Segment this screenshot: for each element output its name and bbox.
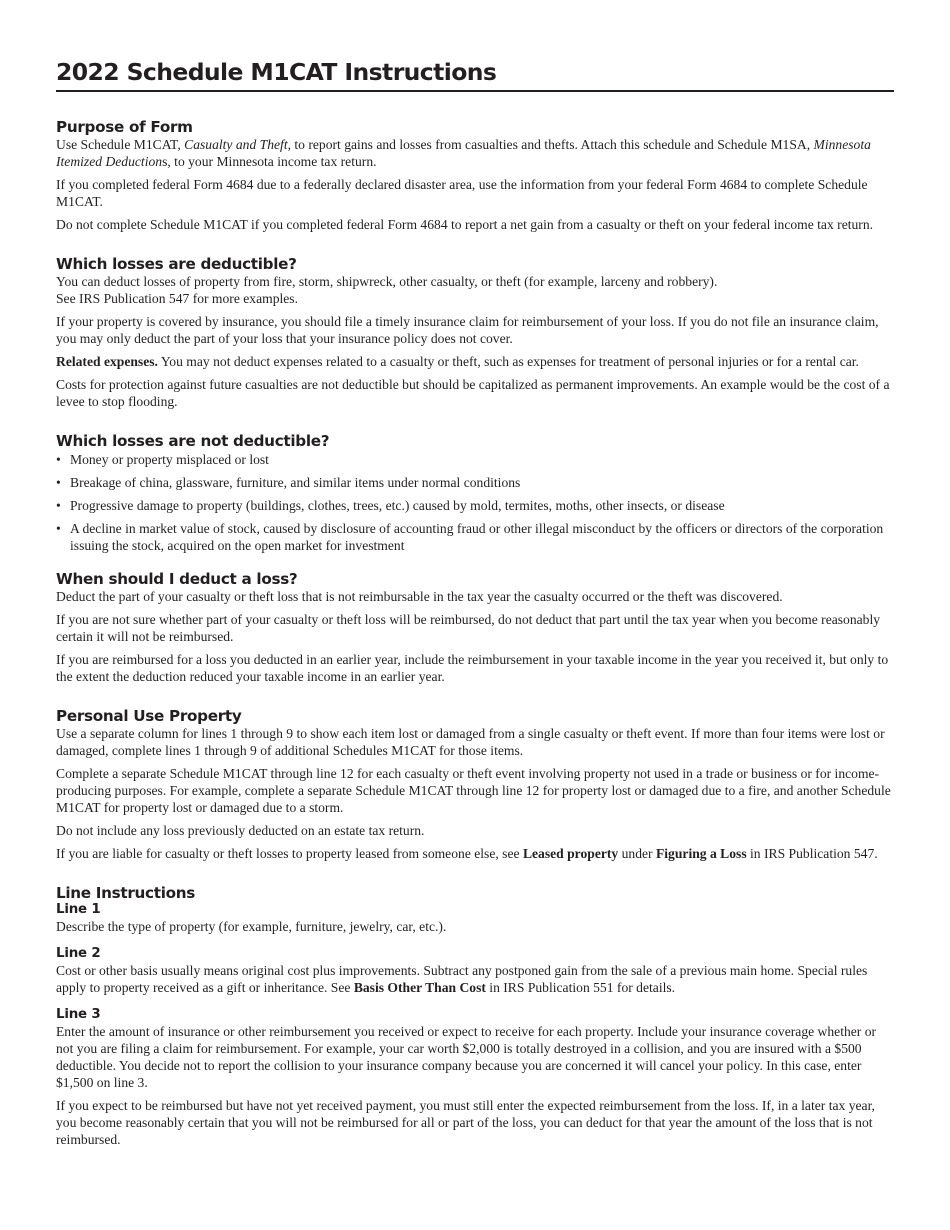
bullet-icon: • (56, 452, 61, 467)
list-item (56, 451, 894, 468)
personal-paragraph-2: Complete a separate Schedule M1CAT through line 12 for each casualty or theft event involving property not used in a trade or business or for income-producing purposes. For example, complete a separate Schedule M1CAT through line 12 for property lost or damaged due to a fire, and another Schedule M1CAT for property lost or damaged due to a storm. (56, 766, 891, 815)
text-span: in IRS Publication 551 for details. (485, 980, 676, 995)
text-span: in IRS Publication 547. (746, 846, 878, 861)
list-item-text: Breakage of china, glassware, furniture, and similar items under normal conditions (70, 475, 521, 490)
text-span: to report gains and losses from casualties and thefts. Attach this schedule and Schedule M1SA, (291, 137, 814, 152)
personal-paragraph-1: Use a separate column for lines 1 through 9 to show each item lost or damaged from a single casualty or theft event. If more than four items were lost or damaged, complete lines 1 through 9 of additional Schedules M1CAT for those items. (56, 726, 885, 758)
list-item-text: Progressive damage to property (buildings, clothes, trees, etc.) caused by mold, termites, moths, other insects, or disease (70, 498, 725, 513)
deductible-paragraph-4: Costs for protection against future casualties are not deductible but should be capitalized as permanent improvements. An example would be the cost of a levee to stop flooding. (56, 377, 890, 409)
italic-form-name: Minnesota Itemized Deduction (56, 137, 871, 169)
list-item (56, 474, 894, 491)
line-3-paragraph-1: Enter the amount of insurance or other reimbursement you received or expect to receive for each property. Include your insurance coverage whether or not you are filing a claim for reimbursement. For example, your car worth $2,000 is totally destroyed in a collision, and you are insured with a $500 deductible. You decide not to report the collision to your insurance company because you are concerned it will cancel your policy. In this case, enter $1,500 on line 3. (56, 1024, 877, 1090)
section-heading: Purpose of Form (56, 118, 193, 136)
bold-term: Figuring a Loss (655, 846, 747, 861)
section-when-to-deduct (56, 570, 894, 685)
text-span: See IRS Publication 547 for more examples. (56, 291, 298, 306)
list-item-text: A decline in market value of stock, caused by disclosure of accounting fraud or other illegal misconduct by the officers or directors of the corporation issuing the stock, acquired on the open market for investment (70, 521, 884, 553)
deductible-paragraph-3 (56, 353, 894, 370)
when-paragraph-2: If you are not sure whether part of your casualty or theft loss will be reimbursed, do not deduct that part until the tax year when you become reasonably certain it will not be reimbursed. (56, 612, 881, 644)
when-paragraph-3: If you are reimbursed for a loss you deducted in an earlier year, include the reimbursement in your taxable income in the year you received it, but only to the extent the deduction reduced your taxable income in an earlier year. (56, 652, 889, 684)
deductible-paragraph-1 (56, 273, 894, 307)
line-heading: Line 2 (56, 946, 101, 961)
section-heading: Which losses are deductible? (56, 255, 297, 273)
line-1-block (56, 902, 894, 935)
when-paragraph-1: Deduct the part of your casualty or theft loss that is not reimbursable in the tax year the casualty occurred or the theft was discovered. (56, 589, 783, 604)
purpose-paragraph-1 (56, 136, 894, 170)
text-span: under (618, 846, 656, 861)
text-span: If you are liable for casualty or theft losses to property leased from someone else, see (56, 846, 523, 861)
text-span: Cost or other basis usually means original cost plus improvements. Subtract any postponed gain from the sale of a previous main home. Special rules apply to property received as a gift or inheritance. See (56, 963, 868, 995)
italic-form-name: Casualty and Theft, (184, 137, 291, 152)
document-page (56, 57, 894, 1148)
personal-paragraph-3: Do not include any loss previously deducted on an estate tax return. (56, 823, 425, 838)
section-heading: Line Instructions (56, 884, 196, 902)
line-3-paragraph-2: If you expect to be reimbursed but have not yet received payment, you must still enter the expected reimbursement from the loss. If, in a later tax year, you become reasonably certain that you will not be reimbursed for all or part of the loss, you can deduct for that year the amount of the loss that is not reimbursed. (56, 1098, 875, 1147)
line-3-block (56, 1007, 894, 1148)
section-purpose-of-form (56, 118, 894, 233)
line-1-paragraph: Describe the type of property (for example, furniture, jewelry, car, etc.). (56, 919, 447, 934)
personal-paragraph-4 (56, 845, 894, 862)
section-deductible-losses (56, 255, 894, 410)
section-personal-use-property (56, 707, 894, 862)
bullet-icon: • (56, 498, 61, 513)
text-span: Use Schedule M1CAT, (56, 137, 185, 152)
bullet-icon: • (56, 521, 61, 536)
document-title: 2022 Schedule M1CAT Instructions (56, 57, 894, 92)
text-span: You can deduct losses of property from fire, storm, shipwreck, other casualty, or theft (for example, larceny and robbery). (56, 274, 718, 289)
bullet-list (56, 451, 894, 554)
purpose-paragraph-2: If you completed federal Form 4684 due to a federally declared disaster area, use the information from your federal Form 4684 to complete Schedule M1CAT. (56, 177, 868, 209)
section-heading: Which losses are not deductible? (56, 432, 330, 450)
list-item-text: Money or property misplaced or lost (70, 452, 269, 467)
list-item (56, 520, 894, 554)
text-span: s, to your Minnesota income tax return. (162, 154, 377, 169)
bold-term: Leased property (522, 846, 619, 861)
list-item (56, 497, 894, 514)
section-not-deductible-losses (56, 432, 894, 554)
bullet-icon: • (56, 475, 61, 490)
section-line-instructions (56, 884, 894, 1148)
deductible-paragraph-2: If your property is covered by insurance, you should file a timely insurance claim for reimbursement of your loss. If you do not file an insurance claim, you may only deduct the part of your loss that your insurance policy does not cover. (56, 314, 879, 346)
purpose-paragraph-3: Do not complete Schedule M1CAT if you completed federal Form 4684 to report a net gain from a casualty or theft on your federal income tax return. (56, 217, 874, 232)
bold-term: Basis Other Than Cost (353, 980, 486, 995)
line-2-paragraph (56, 962, 894, 996)
line-heading: Line 1 (56, 902, 101, 917)
line-heading: Line 3 (56, 1007, 101, 1022)
bold-term: Related expenses. (56, 354, 158, 369)
section-heading: Personal Use Property (56, 707, 242, 725)
line-2-block (56, 946, 894, 996)
text-span: You may not deduct expenses related to a casualty or theft, such as expenses for treatment of personal injuries or for a rental car. (157, 354, 859, 369)
section-heading: When should I deduct a loss? (56, 570, 298, 588)
